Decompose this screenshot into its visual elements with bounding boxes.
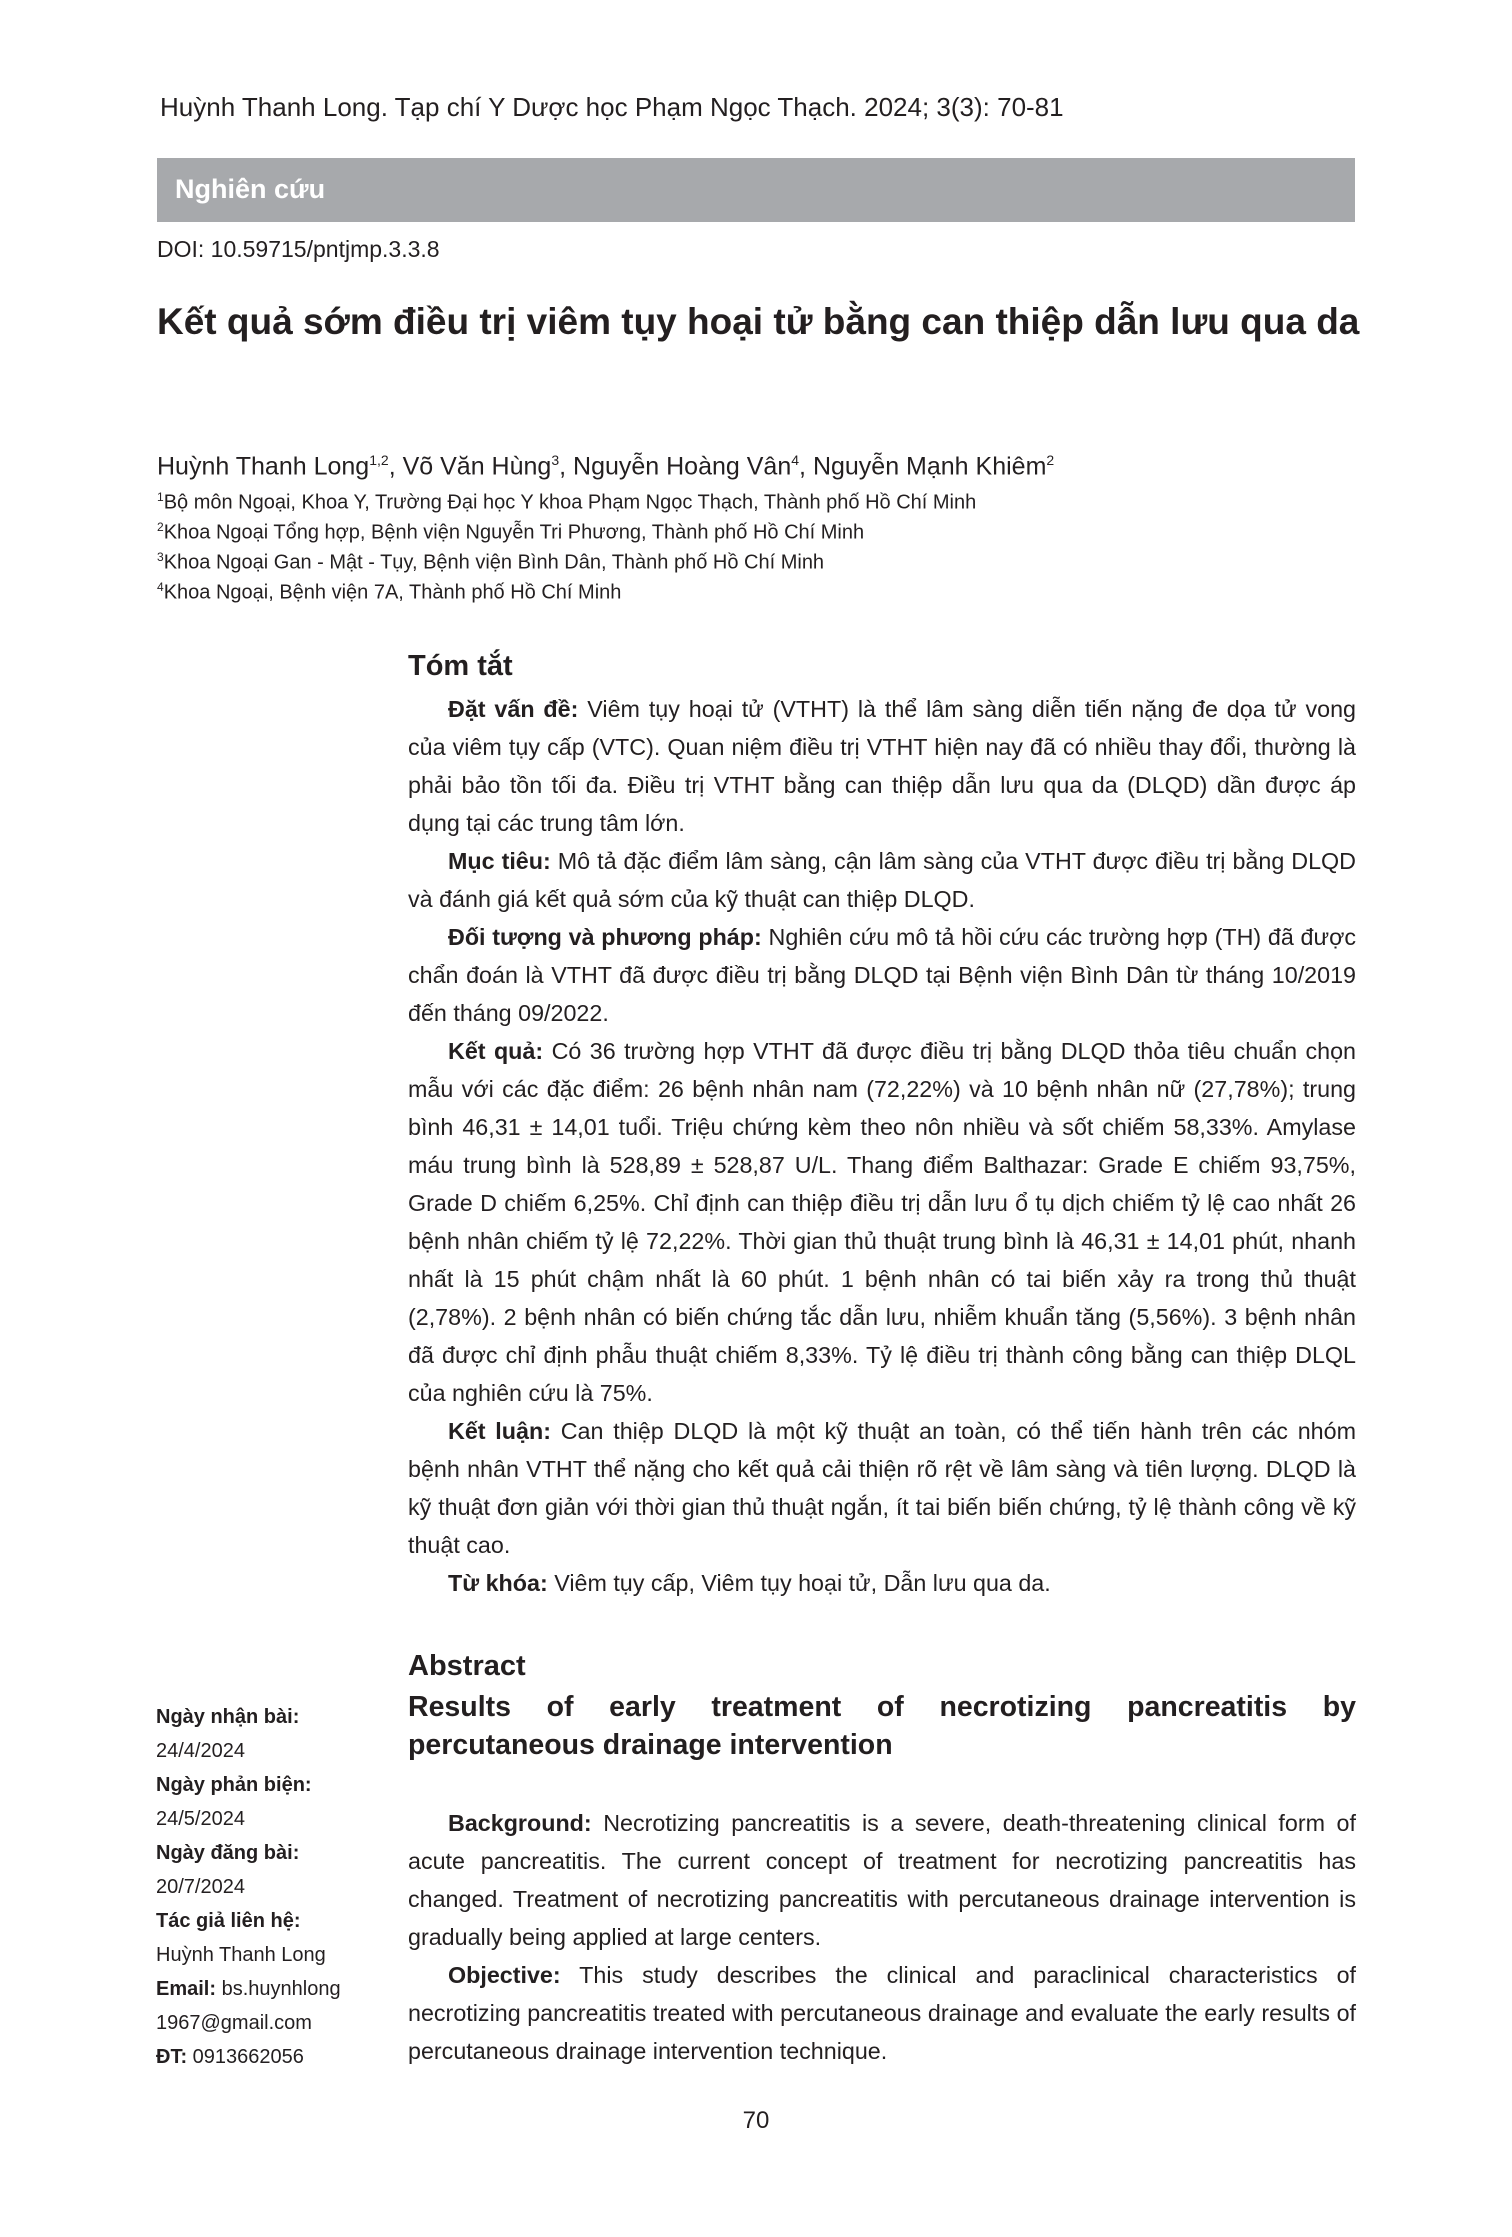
abstract-paragraph: Mục tiêu: Mô tả đặc điểm lâm sàng, cận lâm sàng của VTHT được điều trị bằng DLQD và đánh giá kết quả sớm của kỹ thuật can thiệp DLQD.: [408, 848, 1356, 912]
author-sup: 2: [1046, 452, 1055, 468]
affiliation: $^4$Khoa Ngoại, Bệnh viện 7A, Thành phố Hồ Chí Minh: [157, 580, 622, 604]
author-list: Huỳnh Thanh Long$^{1,2}$, Võ Văn Hùng$^3$, Nguyễn Hoàng Vân$^4$, Nguyễn Mạnh Khiêm$^2$: [157, 452, 1055, 481]
published-label: Ngày đăng bài:: [156, 1842, 300, 1864]
article-title: Kết quả sớm điều trị viêm tụy hoại tử bằng can thiệp dẫn lưu qua da: [157, 301, 1360, 342]
abstract-paragraph: Objective: This study describes the clinical and paraclinical characteristics of necrotizing pancreatitis treated with percutaneous drainage and evaluate the early results of percutaneous drainage intervention technique.: [408, 1962, 1356, 2064]
phone-line: ĐT: 0913662056: [156, 2046, 304, 2068]
abstract-paragraph: Đối tượng và phương pháp: Nghiên cứu mô tả hồi cứu các trường hợp (TH) đã được chẩn đoán là VTHT đã được điều trị bằng DLQD tại Bệnh viện Bình Dân từ tháng 10/2019 đến tháng 09/2022.: [408, 924, 1357, 1026]
affiliation: $^3$Khoa Ngoại Gan - Mật - Tụy, Bệnh viện Bình Dân, Thành phố Hồ Chí Minh: [157, 550, 825, 574]
email-line: Email: bs.huynhlong: [156, 1978, 341, 2000]
author-sup: 4: [791, 452, 800, 468]
page-number: 70: [742, 2107, 770, 2134]
received-label: Ngày nhận bài:: [156, 1706, 300, 1728]
author-name: Nguyễn Hoàng Vân: [573, 452, 792, 481]
author-name: Võ Văn Hùng: [402, 452, 552, 481]
corresponding-author: Huỳnh Thanh Long: [156, 1944, 326, 1966]
abstract-paragraph: Kết quả: Có 36 trường hợp VTHT đã được điều trị bằng DLQD thỏa tiêu chuẩn chọn mẫu với các đặc điểm: 26 bệnh nhân nam (72,22%) và 10 bệnh nhân nữ (27,78%); trung bình 46,31 ± 14,01 tuổi. Triệu chứng kèm theo nôn nhiều và sốt chiếm 58,33%. Amylase máu trung bình là 528,89 ± 528,87 U/L. Thang điểm Balthazar: Grade E chiếm 93,75%, Grade D chiếm 6,25%. Chỉ định can thiệp điều trị dẫn lưu ổ tụ dịch chiếm tỷ lệ cao nhất 26 bệnh nhân chiếm tỷ lệ 72,22%. Thời gian thủ thuật trung bình là 46,31 ± 14,01 phút, nhanh nhất là 15 phút chậm nhất là 60 phút. 1 bệnh nhân có tai biến xảy ra trong thủ thuật (2,78%). 2 bệnh nhân có biến chứng tắc dẫn lưu, nhiễm khuẩn tăng (5,56%). 3 bệnh nhân đã được chỉ định phẫu thuật chiếm 8,33%. Tỷ lệ điều trị thành công bằng can thiệp DLQL của nghiên cứu là 75%.: [408, 1038, 1356, 1406]
english-title: Results of early treatment of necrotizing pancreatitis by percutaneous drainage intervention: [408, 1691, 1356, 1761]
section-bar: [157, 158, 1355, 222]
abstract-paragraph: Đặt vấn đề: Viêm tụy hoại tử (VTHT) là thể lâm sàng diễn tiến nặng đe dọa tử vong của viêm tụy cấp (VTC). Quan niệm điều trị VTHT hiện nay đã có nhiều thay đổi, thường là phải bảo tồn tối đa. Điều trị VTHT bằng can thiệp dẫn lưu qua da (DLQD) dần được áp dụng tại các trung tâm lớn.: [408, 696, 1356, 836]
email-line-2: 1967@gmail.com: [156, 2012, 312, 2034]
author-name: Nguyễn Mạnh Khiêm: [812, 452, 1047, 481]
section-label: Nghiên cứu: [175, 174, 326, 204]
english-abstract: [408, 1804, 1356, 2070]
author-sup: 1,2: [369, 452, 389, 468]
reviewed-date: 24/5/2024: [156, 1808, 245, 1830]
article-info-sidebar: [156, 1700, 396, 2074]
affiliation: $^1$Bộ môn Ngoại, Khoa Y, Trường Đại học Y khoa Phạm Ngọc Thạch, Thành phố Hồ Chí Minh: [157, 490, 977, 514]
author-name: Huỳnh Thanh Long: [157, 452, 370, 481]
tomtat-heading: Tóm tắt: [408, 650, 513, 682]
corresponding-label: Tác giả liên hệ:: [156, 1910, 301, 1932]
received-date: 24/4/2024: [156, 1740, 245, 1762]
author-sup: 3: [551, 452, 560, 468]
abstract-paragraph: Kết luận: Can thiệp DLQD là một kỹ thuật an toàn, có thể tiến hành trên các nhóm bệnh nhân VTHT thể nặng cho kết quả cải thiện rõ rệt về lâm sàng và tiên lượng. DLQD là kỹ thuật đơn giản với thời gian thủ thuật ngắn, ít tai biến biến chứng, tỷ lệ thành công về kỹ thuật cao.: [408, 1418, 1356, 1558]
published-date: 20/7/2024: [156, 1876, 245, 1898]
vietnamese-abstract: [408, 690, 1356, 1602]
affiliation: $^2$Khoa Ngoại Tổng hợp, Bệnh viện Nguyễn Tri Phương, Thành phố Hồ Chí Minh: [157, 520, 865, 544]
abstract-heading: Abstract: [408, 1650, 526, 1682]
abstract-paragraph: Background: Necrotizing pancreatitis is a severe, death-threatening clinical form of acute pancreatitis. The current concept of treatment for necrotizing pancreatitis has changed. Treatment of necrotizing pancreatitis with percutaneous drainage intervention is gradually being applied at large centers.: [408, 1810, 1356, 1950]
doi: DOI: 10.59715/pntjmp.3.3.8: [157, 236, 440, 262]
running-head: Huỳnh Thanh Long. Tạp chí Y Dược học Phạm Ngọc Thạch. 2024; 3(3): 70-81: [160, 92, 1064, 122]
reviewed-label: Ngày phản biện:: [156, 1774, 312, 1796]
keywords: Từ khóa: Viêm tụy cấp, Viêm tụy hoại tử, Dẫn lưu qua da.: [448, 1570, 1051, 1596]
